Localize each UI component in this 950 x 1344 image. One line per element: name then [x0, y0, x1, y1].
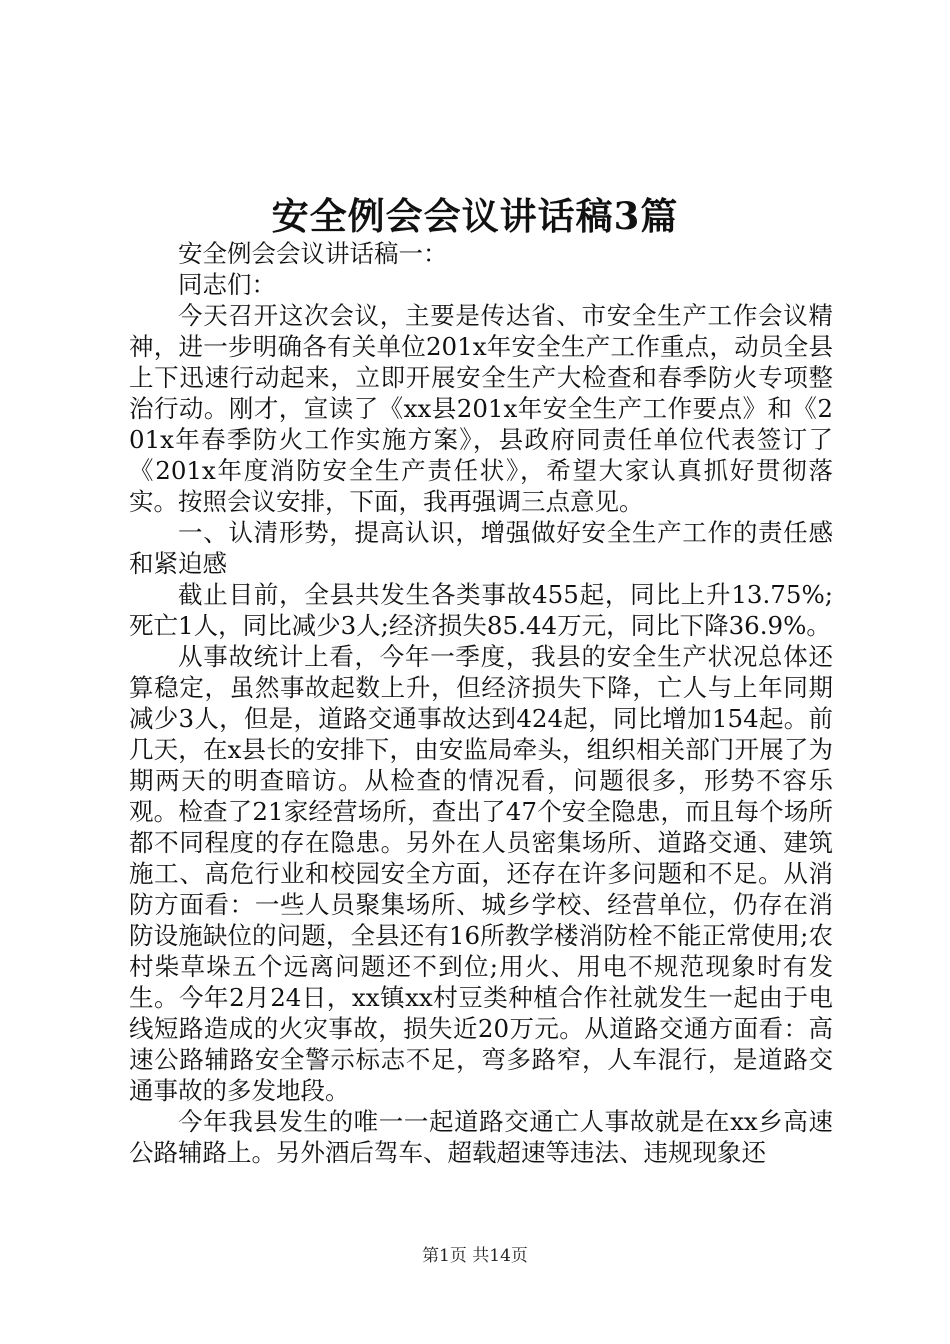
paragraph-analysis: 从事故统计上看，今年一季度，我县的安全生产状况总体还算稳定，虽然事故起数上升，但经济损失下降，亡人与上年同期减少3人，但是，道路交通事故达到424起，同比增加154起。前几天，在x县长的安排下，由安监局牵头，组织相关部门开展了为期两天的明查暗访。从检查的情况看，问题很多，形势不容乐观。检查了21家经营场所，查出了47个安全隐患，而且每个场所都不同程度的存在隐患。另外在人员密集场所、道路交通、建筑施工、高危行业和校园安全方面，还存在许多问题和不足。从消防方面看：一些人员聚集场所、城乡学校、经营单位，仍存在消防设施缺位的问题，全县还有16所教学楼消防栓不能正常使用;农村柴草垛五个远离问题还不到位;用火、用电不规范现象时有发生。今年2月24日，xx镇xx村豆类种植合作社就发生一起由于电线短路造成的火灾事故，损失近20万元。从道路交通方面看：高速公路辅路安全警示标志不足，弯多路窄，人车混行，是道路交通事故的多发地段。: [129, 642, 833, 1105]
paragraph-traffic: 今年我县发生的唯一一起道路交通亡人事故就是在xx乡高速公路辅路上。另外酒后驾车、超载超速等违法、违规现象还: [129, 1107, 833, 1167]
paragraph-section-heading: 一、认清形势，提高认识，增强做好安全生产工作的责任感和紧迫感: [129, 518, 833, 578]
paragraph-salutation: 同志们：: [178, 270, 276, 299]
document-title: 安全例会会议讲话稿3篇: [271, 194, 679, 238]
paragraph-statistics: 截止目前，全县共发生各类事故455起，同比上升13.75%;死亡1人，同比减少3人;经济损失85.44万元，同比下降36.9%。: [129, 580, 833, 640]
document-body: [129, 238, 833, 1168]
paragraph-heading-one: 安全例会会议讲话稿一：: [178, 239, 448, 268]
paragraph-intro: 今天召开这次会议，主要是传达省、市安全生产工作会议精神，进一步明确各有关单位201x年安全生产工作重点，动员全县上下迅速行动起来，立即开展安全生产大检查和春季防火专项整治行动。刚才，宣读了《xx县201x年安全生产工作要点》和《201x年春季防火工作实施方案》，县政府同责任单位代表签订了《201x年度消防安全生产责任状》，希望大家认真抓好贯彻落实。按照会议安排，下面，我再强调三点意见。: [129, 301, 833, 516]
page-footer: 第1页 共14页: [422, 1246, 528, 1266]
